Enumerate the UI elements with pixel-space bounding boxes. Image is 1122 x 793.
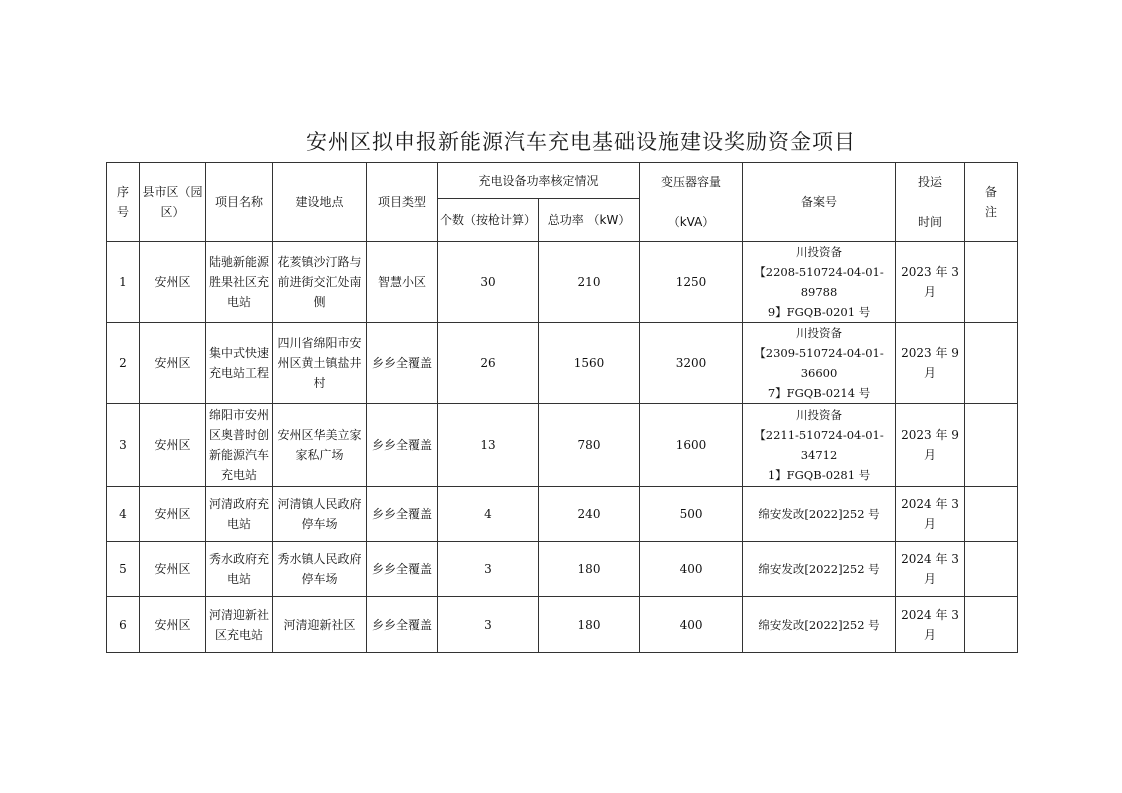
cell-count: 30 [438, 242, 539, 323]
cell-name: 秀水政府充 电站 [206, 542, 273, 597]
header-time: 投运 时间 [896, 163, 965, 242]
cell-location: 花荄镇沙汀路与 前进街交汇处南 侧 [273, 242, 367, 323]
cell-remark [965, 597, 1018, 653]
table-row [107, 323, 1018, 404]
header-seq: 序 号 [107, 163, 140, 242]
cell-count: 3 [438, 597, 539, 653]
cell-name: 陆驰新能源 胜果社区充 电站 [206, 242, 273, 323]
cell-count: 4 [438, 487, 539, 542]
cell-location: 河清镇人民政府 停车场 [273, 487, 367, 542]
cell-district: 安州区 [140, 597, 206, 653]
cell-record: 川投资备 【2208-510724-04-01-89788 9】FGQB-0201 号 [743, 242, 896, 323]
cell-time: 2023 年 9 月 [896, 404, 965, 487]
cell-location: 秀水镇人民政府 停车场 [273, 542, 367, 597]
header-count: 个数（按枪计算） [438, 199, 539, 242]
cell-time: 2023 年 3 月 [896, 242, 965, 323]
page-title: 安州区拟申报新能源汽车充电基础设施建设奖励资金项目 [306, 130, 856, 154]
cell-record: 绵安发改[2022]252 号 [743, 597, 896, 653]
cell-district: 安州区 [140, 487, 206, 542]
cell-count: 26 [438, 323, 539, 404]
cell-transformer: 1250 [640, 242, 743, 323]
cell-name: 河清迎新社 区充电站 [206, 597, 273, 653]
table-row [107, 242, 1018, 323]
cell-power: 780 [539, 404, 640, 487]
cell-power: 1560 [539, 323, 640, 404]
header-name: 项目名称 [206, 163, 273, 242]
cell-remark [965, 404, 1018, 487]
cell-count: 13 [438, 404, 539, 487]
cell-district: 安州区 [140, 542, 206, 597]
cell-transformer: 500 [640, 487, 743, 542]
cell-transformer: 400 [640, 597, 743, 653]
cell-type: 乡乡全覆盖 [367, 597, 438, 653]
cell-seq: 6 [107, 597, 140, 653]
header-remark: 备 注 [965, 163, 1018, 242]
table-row [107, 542, 1018, 597]
cell-power: 180 [539, 542, 640, 597]
header-type: 项目类型 [367, 163, 438, 242]
cell-name: 河清政府充 电站 [206, 487, 273, 542]
cell-seq: 2 [107, 323, 140, 404]
cell-remark [965, 487, 1018, 542]
cell-record: 绵安发改[2022]252 号 [743, 487, 896, 542]
cell-remark [965, 542, 1018, 597]
cell-power: 180 [539, 597, 640, 653]
cell-seq: 4 [107, 487, 140, 542]
cell-transformer: 1600 [640, 404, 743, 487]
cell-name: 集中式快速 充电站工程 [206, 323, 273, 404]
cell-seq: 3 [107, 404, 140, 487]
cell-power: 210 [539, 242, 640, 323]
cell-count: 3 [438, 542, 539, 597]
cell-record: 绵安发改[2022]252 号 [743, 542, 896, 597]
cell-transformer: 400 [640, 542, 743, 597]
cell-time: 2024 年 3 月 [896, 487, 965, 542]
header-transformer: 变压器容量 （kVA） [640, 163, 743, 242]
cell-type: 乡乡全覆盖 [367, 487, 438, 542]
cell-time: 2024 年 3 月 [896, 542, 965, 597]
table-row [107, 487, 1018, 542]
cell-transformer: 3200 [640, 323, 743, 404]
cell-type: 乡乡全覆盖 [367, 542, 438, 597]
cell-district: 安州区 [140, 323, 206, 404]
header-power: 总功率 （kW） [539, 199, 640, 242]
cell-type: 乡乡全覆盖 [367, 323, 438, 404]
cell-record: 川投资备 【2309-510724-04-01-36600 7】FGQB-0214 号 [743, 323, 896, 404]
cell-district: 安州区 [140, 242, 206, 323]
cell-time: 2023 年 9 月 [896, 323, 965, 404]
project-table [106, 162, 1018, 653]
cell-name: 绵阳市安州 区奥普时创 新能源汽车 充电站 [206, 404, 273, 487]
cell-seq: 1 [107, 242, 140, 323]
cell-type: 智慧小区 [367, 242, 438, 323]
header-charging-group: 充电设备功率核定情况 [438, 163, 640, 199]
cell-type: 乡乡全覆盖 [367, 404, 438, 487]
cell-time: 2024 年 3 月 [896, 597, 965, 653]
cell-location: 河清迎新社区 [273, 597, 367, 653]
cell-seq: 5 [107, 542, 140, 597]
header-district: 县市区（园 区） [140, 163, 206, 242]
cell-power: 240 [539, 487, 640, 542]
header-location: 建设地点 [273, 163, 367, 242]
cell-district: 安州区 [140, 404, 206, 487]
cell-remark [965, 323, 1018, 404]
header-record: 备案号 [743, 163, 896, 242]
table-row [107, 597, 1018, 653]
table-row [107, 404, 1018, 487]
cell-location: 安州区华美立家 家私广场 [273, 404, 367, 487]
cell-record: 川投资备 【2211-510724-04-01-34712 1】FGQB-0281 号 [743, 404, 896, 487]
cell-remark [965, 242, 1018, 323]
cell-location: 四川省绵阳市安 州区黄土镇盐井 村 [273, 323, 367, 404]
